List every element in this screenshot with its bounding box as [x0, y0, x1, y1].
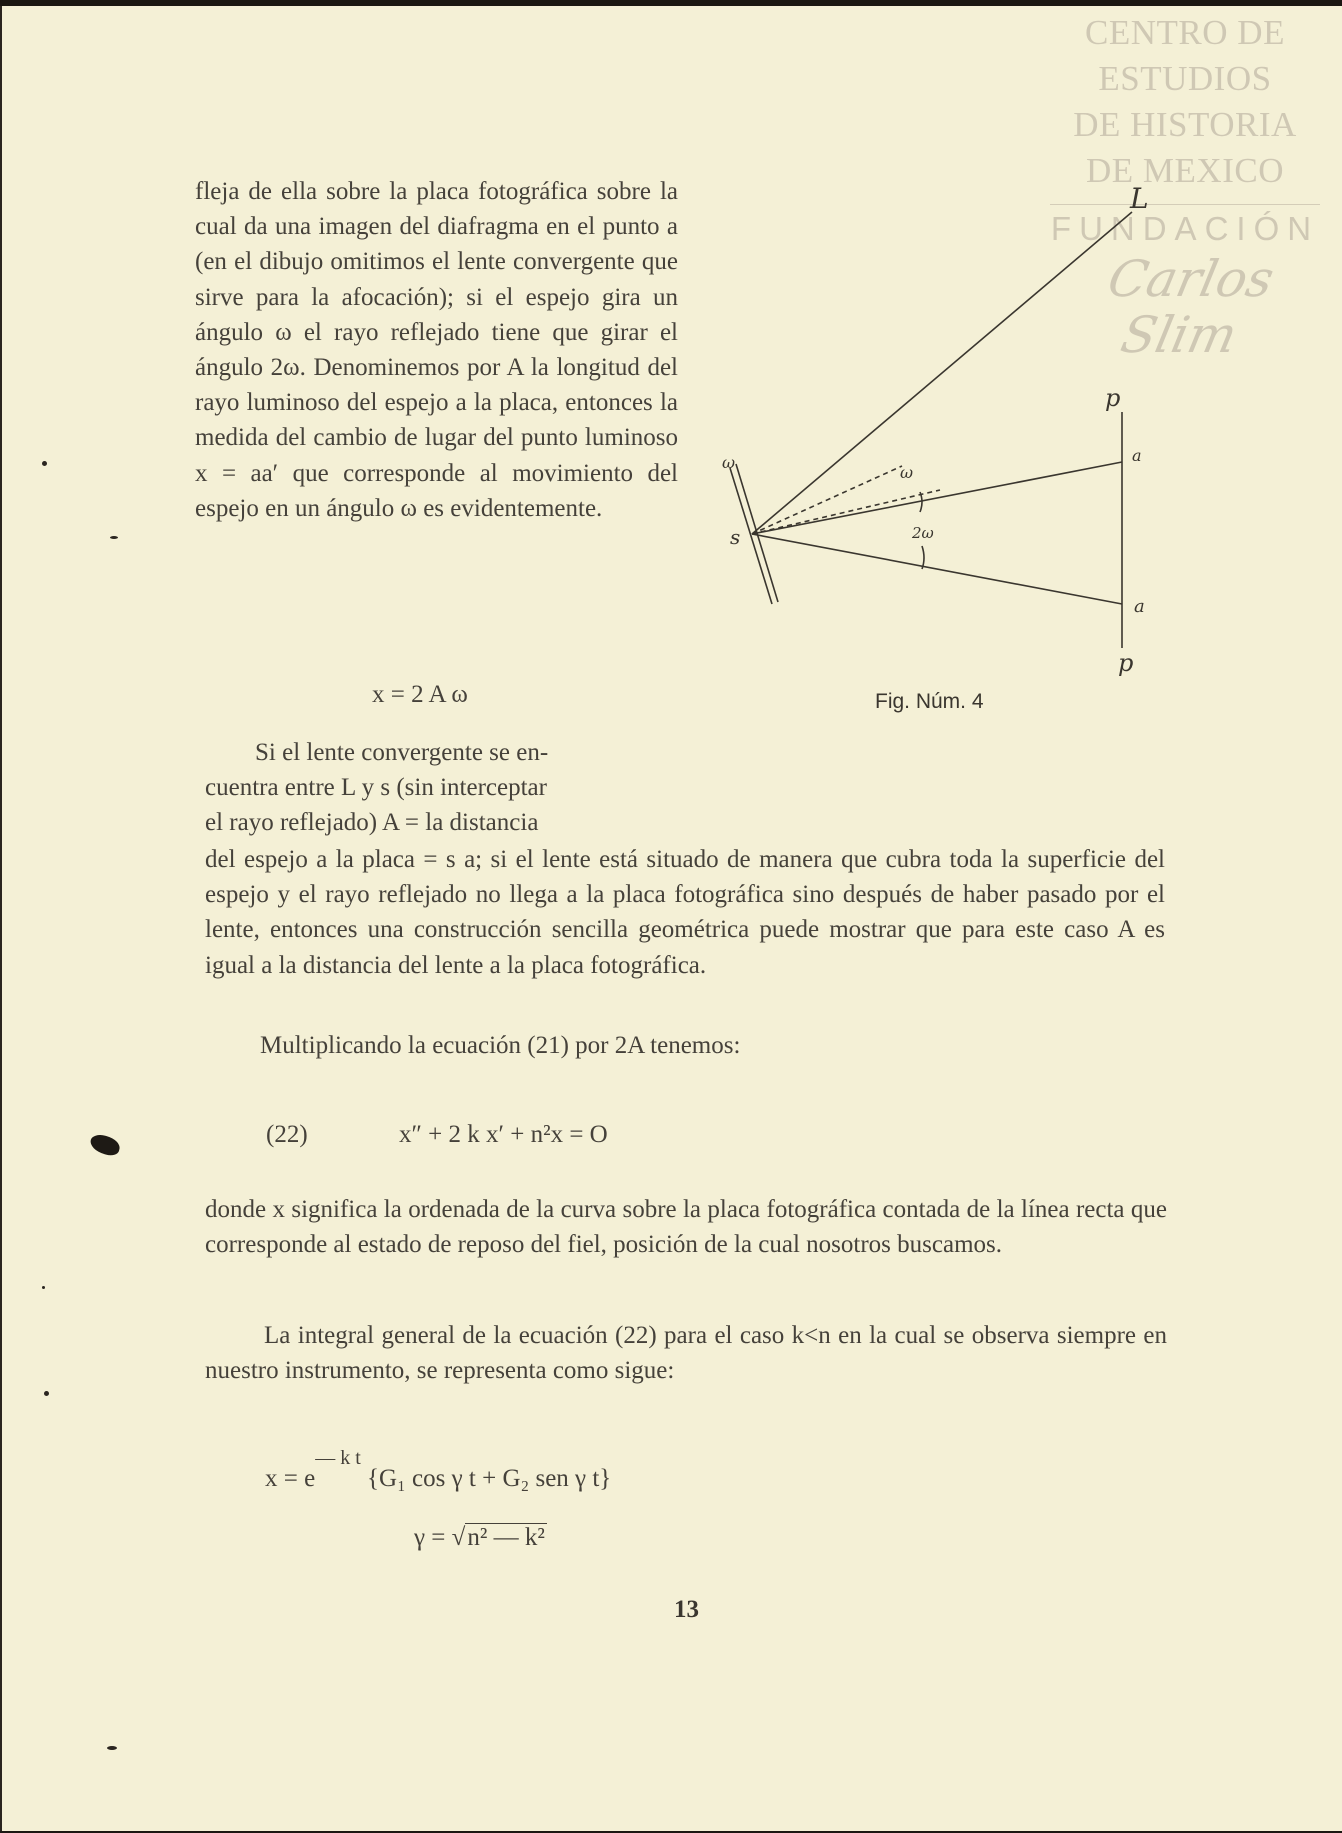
mirror-line-2	[736, 464, 778, 602]
label-two-omega: 2ω	[912, 524, 934, 542]
paragraph-integral: La integral general de la ecuación (22) para el caso k<n en la cual se observa siempre en nuestro instrumento, se representa como sigue:	[205, 1322, 1167, 1385]
ink-blot	[88, 1132, 122, 1157]
equation-radicand: n² — k²	[467, 1524, 545, 1551]
watermark-signature: Carlos Slim	[1102, 250, 1279, 364]
page-number: 13	[674, 1596, 699, 1623]
equation-lhs: γ = √	[414, 1524, 466, 1551]
text-line: el rayo reflejado) A = la distancia	[205, 809, 539, 837]
paragraph-donde: donde x significa la ordenada de la curva sobre la placa fotográfica contada de la línea recta que corresponde al estado de reposo del fiel, posición de la cual nosotros buscamos.	[205, 1196, 1167, 1259]
equation-rhs: {G₁ cos γ t + G₂ sen γ t}	[367, 1465, 612, 1492]
watermark-line: ESTUDIOS	[1098, 59, 1272, 98]
equation-exponent: — k t	[315, 1447, 361, 1469]
text-line: Si el lente convergente se en-	[255, 739, 549, 766]
equation-lhs: x = e	[265, 1465, 316, 1492]
paragraph-lente-narrow	[205, 735, 685, 841]
label-L: L	[1130, 182, 1149, 215]
watermark-line: DE HISTORIA	[1073, 105, 1297, 144]
label-p-top: p	[1105, 384, 1121, 412]
label-a-top: a	[1132, 446, 1142, 465]
equation-22-expression: x″ + 2 k x′ + n²x = O	[399, 1121, 608, 1148]
label-a-bottom: a	[1134, 596, 1145, 617]
equation-22-number: (22)	[266, 1121, 308, 1148]
left-column-text	[195, 174, 678, 526]
paragraph: fleja de ella sobre la placa fotográfica sobre la cual da una imagen del diafragma en el punto a (en el dibujo omitimos el lente convergente que sirve para la afocación); si el espejo gira un ángulo ω el rayo reflejado tiene que girar el ángulo 2ω. Denominemos por A la longitud del rayo luminoso del espejo a la placa, entonces la medida del cambio de lugar del punto luminoso x = aa′ que corresponde al movimiento del espejo en un ángulo ω es evidentemente.	[195, 178, 678, 522]
scan-speck	[107, 1746, 117, 1750]
equation-solution	[265, 1447, 611, 1493]
equation-gamma	[414, 1524, 547, 1552]
text-line: cuentra entre L y s (sin interceptar	[205, 774, 547, 802]
dashed-ray-1	[752, 466, 902, 534]
two-omega-arc	[922, 546, 924, 569]
reflected-ray-upper	[752, 462, 1122, 534]
figure-4-diagram	[722, 166, 1172, 686]
equation-x: x = 2 A ω	[372, 681, 468, 708]
label-s: s	[730, 525, 741, 549]
scan-speck	[44, 1391, 49, 1396]
watermark-line: DE MEXICO	[1086, 151, 1284, 190]
watermark-fundacion: FUNDACIÓN	[1050, 210, 1320, 247]
paragraph-multiplicando: Multiplicando la ecuación (21) por 2A tenemos:	[260, 1032, 741, 1059]
label-omega: ω	[900, 463, 914, 482]
label-p-bottom: p	[1118, 649, 1134, 677]
scan-speck	[42, 1286, 45, 1289]
reflected-ray-lower	[752, 534, 1122, 604]
document-page	[0, 6, 1342, 1831]
figure-caption: Fig. Núm. 4	[875, 690, 984, 713]
label-mirror: ω	[722, 453, 736, 472]
paragraph-lente-wide: del espejo a la placa = s a; si el lente está situado de manera que cubra toda la superficie del espejo y el rayo reflejado no llega a la placa fotográfica sino después de haber pasado por el lente, entonces una construcción sencilla geométrica puede mostrar que para este caso A es igual a la distancia del lente a la placa fotográfica.	[205, 846, 1165, 979]
watermark-line: CENTRO DE	[1085, 13, 1285, 52]
ray-to-L	[752, 212, 1132, 534]
scan-speck	[110, 536, 118, 539]
scan-speck	[42, 461, 47, 466]
